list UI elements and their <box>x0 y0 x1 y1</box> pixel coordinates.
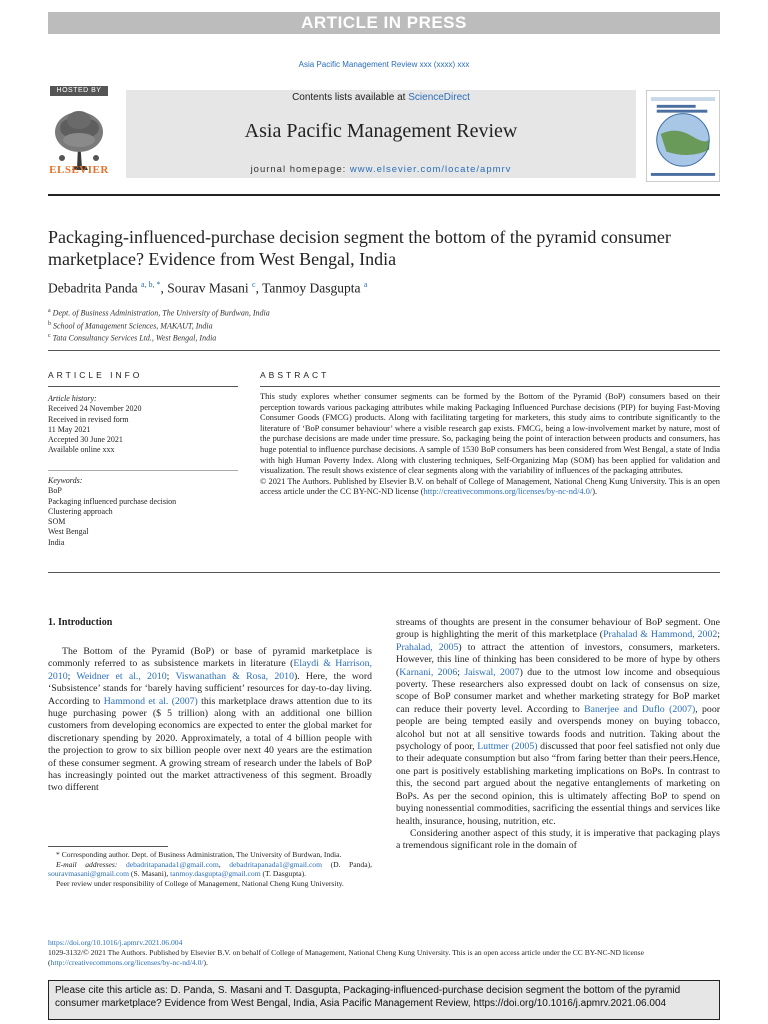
author-affiliation-mark[interactable]: c <box>252 280 256 289</box>
author-list <box>48 280 720 297</box>
text-run: The Bottom of the Pyramid (BoP) or base of pyramid marketplace is commonly referred to as subsistence markets in literature ( <box>48 646 372 670</box>
article-title: Packaging-influenced-purchase decision segment the bottom of the pyramid consumer marketplace? Evidence from West Bengal, India <box>48 227 671 269</box>
body-column-right <box>396 617 720 853</box>
text-run: ) to attract the attention of investors, consumers, marketers. However, this line of thinking has been considered to be more of hype by others ( <box>396 641 720 678</box>
history-item: 11 May 2021 <box>48 424 91 434</box>
email-link[interactable]: debadritapanada1@gmail.com <box>229 859 323 869</box>
citation-link[interactable]: Prahalad, 2005 <box>396 641 459 653</box>
history-item: Received 24 November 2020 <box>48 404 142 414</box>
text-run: ; <box>166 670 176 682</box>
keyword-item: India <box>48 537 65 547</box>
keywords-block <box>48 476 238 548</box>
email-owner: (T. Dasgupta). <box>262 869 307 878</box>
email-link[interactable]: debadritapanada1@gmail.com <box>125 859 219 869</box>
text-run: ; <box>457 666 465 678</box>
abstract-copyright <box>260 477 720 498</box>
abstract-text <box>260 392 720 498</box>
masthead-rule <box>48 194 720 196</box>
affiliation-item <box>48 306 720 319</box>
footnote-rule <box>48 846 168 847</box>
license-link[interactable]: http://creativecommons.org/licenses/by-nc-nd/4.0/ <box>50 958 204 967</box>
journal-homepage-line <box>126 164 636 175</box>
email-owner: (D. Panda), <box>330 859 372 869</box>
introduction-paragraph: Considering another aspect of this study, it is imperative that packaging plays a tremendous significant role in the domain of <box>396 827 720 852</box>
issn-text: 1029-3132/© 2021 The Authors. Published by Elsevier B.V. on behalf of College of Management, National Cheng Kung University. This is an open access article under the CC BY-NC-ND license ( <box>48 948 645 967</box>
email-link[interactable]: souravmasani@gmail.com <box>48 869 130 878</box>
introduction-heading: 1. Introduction <box>48 617 113 628</box>
keyword-item: BoP <box>48 486 62 496</box>
keyword-item: SOM <box>48 517 66 527</box>
email-owner: (S. Masani), <box>130 869 169 878</box>
article-history <box>48 394 238 456</box>
contents-prefix: Contents lists available at <box>292 92 409 103</box>
copyright-end: ). <box>592 487 598 497</box>
copyright-text: © 2021 The Authors. Published by Elsevier B.V. on behalf of College of Management, National Cheng Kung University. This is an open access article under the CC BY-NC-ND license ( <box>260 476 720 497</box>
journal-reference-link[interactable]: Asia Pacific Management Review xxx (xxxx) xxx <box>298 60 470 69</box>
homepage-prefix: journal homepage: <box>250 164 350 175</box>
citation-link[interactable]: Viswanathan & Rosa, 2010 <box>175 670 294 682</box>
journal-cover-thumbnail[interactable] <box>646 90 720 182</box>
introduction-paragraph <box>396 617 720 828</box>
text-run: ; <box>717 629 720 641</box>
affiliation-list <box>48 306 720 344</box>
citation-link[interactable]: Karnani, 2006 <box>399 666 458 678</box>
keyword-item: Clustering approach <box>48 506 113 516</box>
email-addresses: E-mail addresses: debadritapanada1@gmail.com, debadritapanada1@gmail.com (D. Panda), souravmasani@gmail.com (S. Masani), tanmoy.dasgupta@gmail.com (T. Dasgupta). <box>48 859 372 878</box>
text-run: , poor people are being tempted easily and overspends money on buying tobacco, alcohol but not at all sensitive towards foods and nutrition. Taking about the psychology of poor, <box>396 703 720 753</box>
affiliation-item <box>48 319 720 332</box>
text-run: ) due to the utmost low income and obsequious poverty. These researchers also expressed doubt on lack of consensus on size, scope of BoP consumer market and whether marketing strategy for BoP market can reduce their poverty level. According to <box>396 666 720 715</box>
corresponding-author-note: * Corresponding author. Dept. of Business Administration, The University of Burdwan, India. <box>56 850 342 859</box>
citation-link[interactable]: Weidner et al., 2010 <box>76 670 167 682</box>
author-affiliation-mark[interactable]: a, b, * <box>140 280 161 289</box>
email-link[interactable]: tanmoy.dasgupta@gmail.com <box>170 869 261 878</box>
keyword-item: Packaging influenced purchase decision <box>48 496 177 506</box>
author-name[interactable]: Debadrita Panda <box>48 280 138 296</box>
journal-title: Asia Pacific Management Review <box>244 120 518 142</box>
author-name[interactable]: Tanmoy Dasgupta <box>262 280 361 296</box>
abstract-rule <box>260 386 720 387</box>
text-run: streams of thoughts are present in the consumer behaviour of BoP segment. One group is highlighting the merit of this marketplace ( <box>396 617 720 641</box>
citation-link[interactable]: Hammond et al. (2007) <box>103 695 198 707</box>
body-column-left <box>48 646 372 795</box>
affiliation-mark: b <box>48 320 51 327</box>
affiliation-item <box>48 331 720 344</box>
article-history-label: Article history: <box>48 394 97 403</box>
section-divider <box>48 350 720 351</box>
issn-end: ). <box>203 958 208 967</box>
email-label: E-mail addresses: <box>56 859 118 869</box>
text-run: ). Here, the word ‘Subsistence’ stands for ‘barely having sufficient’ resources for day-to-day living. According to <box>48 670 372 707</box>
article-info-rule <box>48 386 238 387</box>
issn-copyright-line <box>48 948 720 968</box>
author-affiliation-mark[interactable]: a <box>363 280 368 289</box>
section-divider <box>48 572 720 573</box>
affiliation-mark: c <box>48 333 51 340</box>
author-separator: , <box>255 280 263 296</box>
affiliation-mark: a <box>48 308 51 314</box>
history-item: Received in revised form <box>48 414 129 424</box>
text-run: ; <box>67 670 77 682</box>
doi-link[interactable]: https://doi.org/10.1016/j.apmrv.2021.06.004 <box>48 938 183 947</box>
history-item: Accepted 30 June 2021 <box>48 435 123 445</box>
info-divider <box>48 470 238 471</box>
text-run: discussed that poor feel satisfied not only due to their adequate consumption but also “from faring better than their peers.Hence, one part is positively establishing marketing implications on BoPs. In contrast to this, the second part argued about the negative entanglements of marketing on BoPs. As per the second opinion, this is ultimately affecting BoP to spend on buying nonessential commodities, sacrificing the essential things and services like health, insurance, housing, nutrition, etc. <box>396 741 720 827</box>
contents-available-line <box>126 92 636 103</box>
citation-box: Please cite this article as: D. Panda, S. Masani and T. Dasgupta, Packaging-influenced-purchase decision segment the bottom of the pyramid consumer marketplace? Evidence from West Bengal, India, Asia Pacific Management Review, https://doi.org/10.1016/j.apmrv.2021.06.004 <box>48 980 720 1020</box>
abstract-body: This study explores whether consumer segments can be formed by the Bottom of the Pyramid (BoP) consumers based on their perception towards various packaging attributes while making Packaging Influenced Purchase decisions (PIP) for buying Fast-Moving Consumer Goods (FMCG) products. Along with facilitating targeting for marketers, this study aims to contribute significantly to the literature of ‘BoP consumer behaviour’ where a visible research gap exists. FMCG, being a low-involvement market by nature, most of the purchase decisions are made under time pressure. So, packaging being the point of interaction between products and consumers, has huge potential to influence purchase decisions. A sample of 1530 BoP consumers has been considered from West Bengal, a state of India with high Human Poverty Index. Along with clustering techniques, Self-Organizing Map (SOM) has been applied for validation and visualization. The result shows existence of clear segments along with the variability of influences of the packaging attributes. <box>260 392 720 476</box>
sciencedirect-link[interactable]: ScienceDirect <box>408 92 470 103</box>
abstract-heading: ABSTRACT <box>260 370 330 380</box>
citation-link[interactable]: Prahalad & Hammond, 2002 <box>603 629 718 641</box>
elsevier-wordmark: ELSEVIER <box>49 164 109 176</box>
citation-link[interactable]: Elaydi & Harrison, 2010 <box>48 658 372 682</box>
peer-review-note: Peer review under responsibility of College of Management, National Cheng Kung University. <box>56 878 344 888</box>
hosted-by-label: HOSTED BY <box>50 86 108 96</box>
masthead <box>48 86 720 186</box>
keyword-item: West Bengal <box>48 527 89 537</box>
article-in-press-banner: ARTICLE IN PRESS <box>48 12 720 34</box>
doi-block <box>48 938 720 968</box>
citation-link[interactable]: Banerjee and Duflo (2007) <box>584 703 696 715</box>
text-run: this marketplace draws attention due to its huge purchasing power ($ 5 trillion) along with an additional one billion customers from developing economics are expected to enter the global market for discretionary spending by 2020. Approximately, a total of 4 billion people with the projection to grow to six billion people over next 40 years are the estimation of these consumer segment. A growing stream of research under the labels of BoP has increasingly pointed out the market attractiveness of this segment. Broadly two different <box>48 695 372 794</box>
masthead-title-panel <box>126 90 636 178</box>
citation-link[interactable]: Jaiswal, 2007 <box>464 666 520 678</box>
author-separator: , <box>160 280 168 296</box>
homepage-link[interactable]: www.elsevier.com/locate/apmrv <box>349 164 512 175</box>
license-link[interactable]: http://creativecommons.org/licenses/by-nc-nd/4.0/ <box>423 487 593 497</box>
keywords-label: Keywords: <box>48 476 83 485</box>
article-info-heading: ARTICLE INFO <box>48 370 143 380</box>
citation-link[interactable]: Luttmer (2005) <box>477 741 538 753</box>
affiliation-text: School of Management Sciences, MAKAUT, India <box>53 321 213 331</box>
affiliation-text: Tata Consultancy Services Ltd., West Bengal, India <box>52 333 217 343</box>
affiliation-text: Dept. of Business Administration, The University of Burdwan, India <box>52 308 270 318</box>
introduction-paragraph <box>48 646 372 795</box>
author-name[interactable]: Sourav Masani <box>167 280 249 296</box>
history-item: Available online xxx <box>48 445 115 455</box>
footnotes <box>48 850 372 888</box>
